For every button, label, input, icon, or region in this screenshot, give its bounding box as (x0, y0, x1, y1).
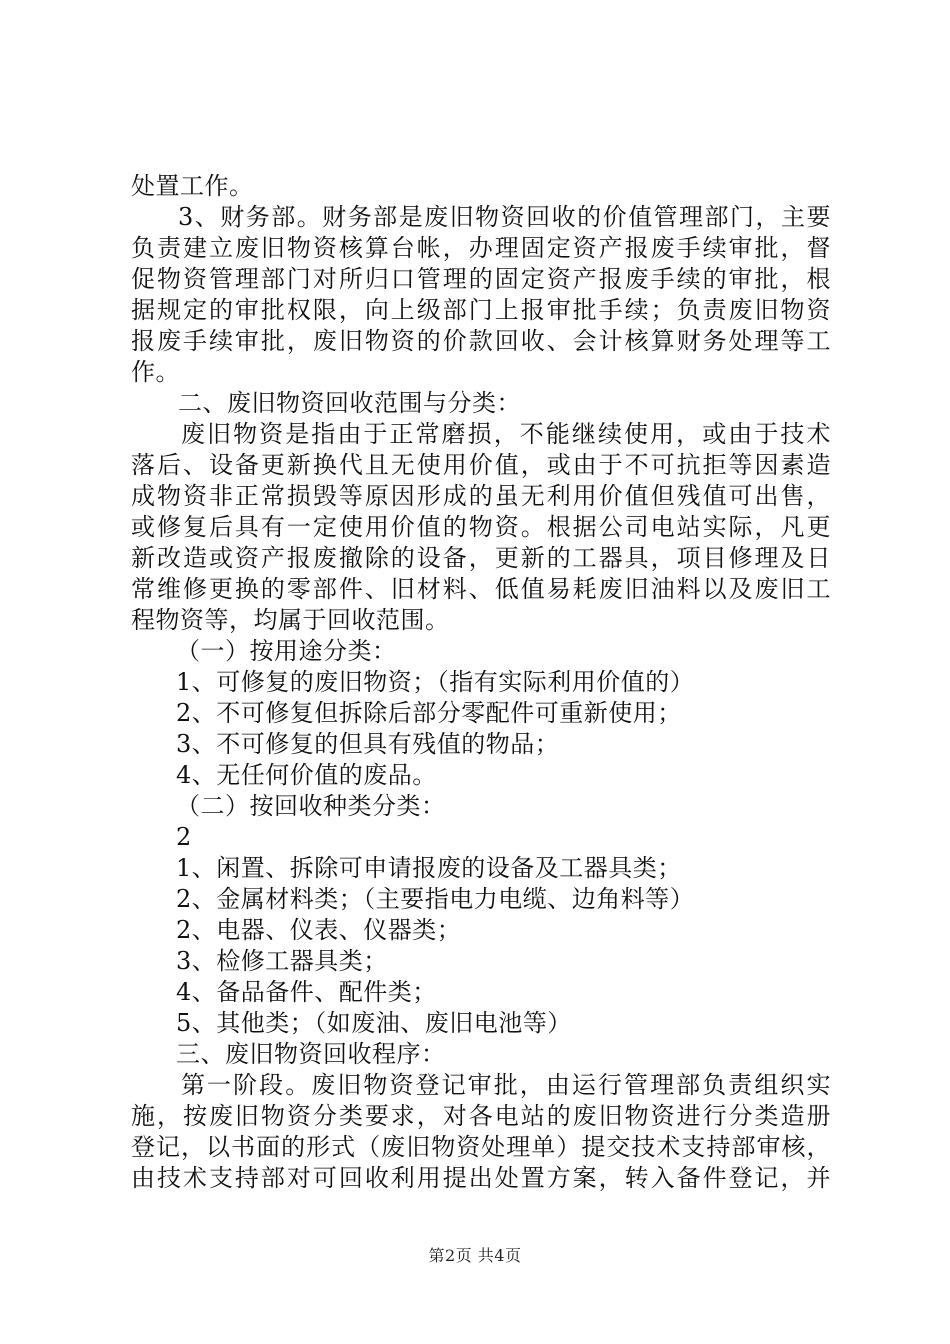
list-item: 2、不可修复但拆除后部分零配件可重新使用； (176, 699, 682, 727)
text-line: 第一阶段。废旧物资登记审批，由运行管理部负责组织实 (181, 1071, 831, 1099)
text-line: 成物资非正常损毁等原因形成的虽无利用价值但残值可出售， (131, 482, 831, 510)
text-line: 3、财务部。财务部是废旧物资回收的价值管理部门，主要 (178, 203, 831, 231)
list-item: 3、检修工器具类； (176, 947, 388, 975)
text-line: 处置工作。 (131, 172, 254, 200)
list-item: 1、闲置、拆除可申请报废的设备及工器具类； (176, 854, 682, 882)
text-line: 促物资管理部门对所归口管理的固定资产报废手续的审批，根 (131, 265, 831, 293)
text-line: 或修复后具有一定使用价值的物资。根据公司电站实际，凡更 (131, 513, 831, 541)
text-line: 报废手续审批，废旧物资的价款回收、会计核算财务处理等工 (131, 327, 831, 355)
stray-number: 2 (176, 823, 192, 851)
section-heading: 三、废旧物资回收程序： (176, 1040, 446, 1068)
document-body (131, 171, 831, 1194)
text-line: 施，按废旧物资分类要求，对各电站的废旧物资进行分类造册 (131, 1102, 831, 1130)
list-item: 5、其他类；（如废油、废旧电池等） (176, 1009, 572, 1037)
subsection-heading: （一）按用途分类： (176, 637, 397, 665)
text-line: 负责建立废旧物资核算台帐，办理固定资产报废手续审批，督 (131, 234, 831, 262)
text-line: 常维修更换的零部件、旧材料、低值易耗废旧油料以及废旧工 (131, 575, 831, 603)
list-item: 2、金属材料类；（主要指电力电缆、边角料等） (176, 885, 695, 913)
list-item: 1、可修复的废旧物资；（指有实际利用价值的） (176, 668, 695, 696)
list-item: 4、备品备件、配件类； (176, 978, 437, 1006)
text-line: 由技术支持部对可回收利用提出处置方案，转入备件登记，并 (131, 1164, 831, 1192)
text-line: 程物资等，均属于回收范围。 (131, 606, 450, 634)
section-heading: 二、废旧物资回收范围与分类： (178, 389, 521, 417)
text-line: 登记，以书面的形式（废旧物资处理单）提交技术支持部审核， (131, 1133, 831, 1161)
text-line: 据规定的审批权限，向上级部门上报审批手续；负责废旧物资 (131, 296, 831, 324)
list-item: 3、不可修复的但具有残值的物品； (176, 730, 560, 758)
page-number-footer: 第2页 共4页 (428, 1246, 522, 1265)
list-item: 2、电器、仪表、仪器类； (176, 916, 462, 944)
text-line: 新改造或资产报废撤除的设备，更新的工器具，项目修理及日 (131, 544, 831, 572)
subsection-heading: （二）按回收种类分类： (176, 792, 446, 820)
text-line: 废旧物资是指由于正常磨损，不能继续使用，或由于技术 (181, 420, 831, 448)
text-line: 落后、设备更新换代且无使用价值，或由于不可抗拒等因素造 (131, 451, 831, 479)
text-line: 作。 (131, 358, 180, 386)
list-item: 4、无任何价值的废品。 (176, 761, 437, 789)
